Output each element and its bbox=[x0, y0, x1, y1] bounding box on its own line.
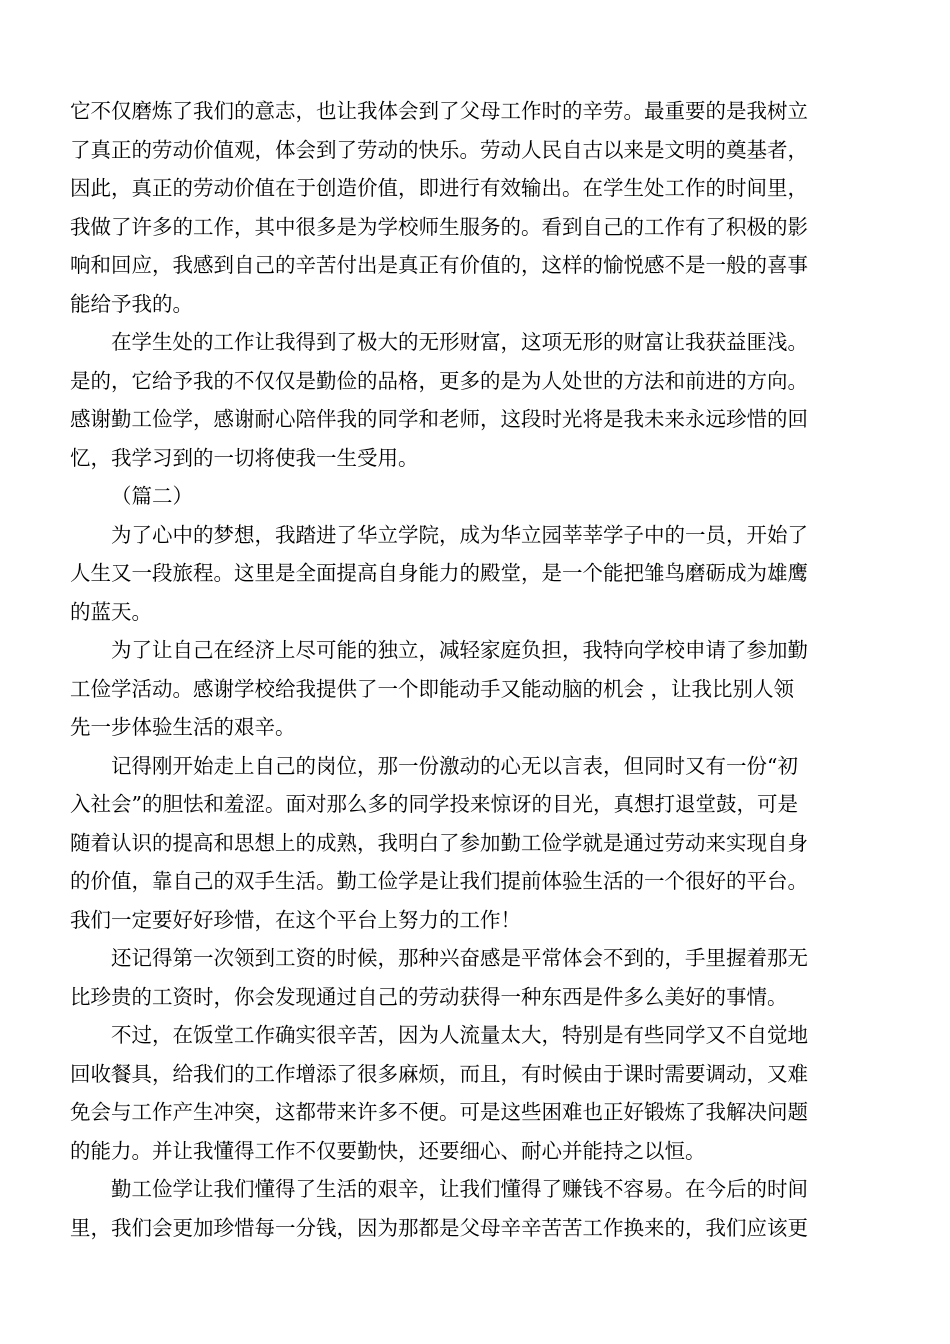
text-line: 人生又一段旅程。这里是全面提高自身能力的殿堂，是一个能把雏鸟磨砺成为雄鹰 bbox=[70, 561, 808, 585]
text-line: 忆，我学习到的一切将使我一生受用。 bbox=[70, 445, 419, 470]
text-line: 回收餐具，给我们的工作增添了很多麻烦，而且，有时候由于课时需要调动，又难 bbox=[70, 1061, 808, 1086]
text-line: 的蓝天。 bbox=[70, 599, 152, 624]
text-line: 是的，它给予我的不仅仅是勤俭的品格，更多的是为人处世的方法和前进的方向。 bbox=[70, 368, 808, 393]
document-body bbox=[70, 92, 882, 1247]
text-line: 的能力。并让我懂得工作不仅要勤快，还要细心、耐心并能持之以恒。 bbox=[70, 1138, 706, 1163]
text-line: 能给予我的。 bbox=[70, 291, 193, 316]
paragraph-first-line: 记得刚开始走上自己的岗位，那一份激动的心无以言表，但同时又有一份“初 bbox=[111, 753, 798, 778]
text-line: 响和回应，我感到自己的辛苦付出是真正有价值的，这样的愉悦感不是一般的喜事 bbox=[70, 253, 808, 277]
text-line: 里，我们会更加珍惜每一分钱，因为那都是父母辛辛苦苦工作换来的，我们应该更 bbox=[70, 1215, 808, 1240]
text-line: 工俭学活动。感谢学校给我提供了一个即能动手又能动脑的机会 ，让我比别人领 bbox=[70, 676, 795, 701]
text-line: 我们一定要好好珍惜，在这个平台上努力的工作！ bbox=[70, 907, 521, 932]
text-line: 它不仅磨炼了我们的意志，也让我体会到了父母工作时的辛劳。最重要的是我树立 bbox=[70, 99, 808, 123]
text-line: 我做了许多的工作，其中很多是为学校师生服务的。看到自己的工作有了积极的影 bbox=[70, 214, 808, 239]
text-line: 先一步体验生活的艰辛。 bbox=[70, 715, 296, 739]
paragraph-first-line: 为了心中的梦想，我踏进了华立学院，成为华立园莘莘学子中的一员，开始了 bbox=[111, 522, 808, 547]
section-heading: （篇二） bbox=[111, 484, 193, 508]
paragraph-first-line: 在学生处的工作让我得到了极大的无形财富，这项无形的财富让我获益匪浅。 bbox=[111, 330, 808, 354]
text-line: 免会与工作产生冲突，这都带来许多不便。可是这些困难也正好锻炼了我解决问题 bbox=[70, 1100, 808, 1124]
text-line: 随着认识的提高和思想上的成熟，我明白了参加勤工俭学就是通过劳动来实现自身 bbox=[70, 830, 808, 855]
text-line: 因此，真正的劳动价值在于创造价值，即进行有效输出。在学生处工作的时间里， bbox=[70, 176, 808, 200]
text-line: 比珍贵的工资时，你会发现通过自己的劳动获得一种东西是件多么美好的事情。 bbox=[70, 984, 788, 1009]
text-line: 的价值，靠自己的双手生活。勤工俭学是让我们提前体验生活的一个很好的平台。 bbox=[70, 869, 808, 893]
text-line: 了真正的劳动价值观，体会到了劳动的快乐。劳动人民自古以来是文明的奠基者， bbox=[70, 137, 808, 162]
paragraph-first-line: 勤工俭学让我们懂得了生活的艰辛，让我们懂得了赚钱不容易。在今后的时间 bbox=[111, 1177, 808, 1201]
paragraph-first-line: 还记得第一次领到工资的时候，那种兴奋感是平常体会不到的，手里握着那无 bbox=[111, 946, 808, 970]
paragraph-first-line: 为了让自己在经济上尽可能的独立，减轻家庭负担，我特向学校申请了参加勤 bbox=[111, 638, 808, 662]
paragraph-first-line: 不过，在饭堂工作确实很辛苦，因为人流量太大，特别是有些同学又不自觉地 bbox=[111, 1023, 808, 1047]
text-line: 入社会”的胆怯和羞涩。面对那么多的同学投来惊讶的目光，真想打退堂鼓，可是 bbox=[70, 792, 798, 816]
text-line: 感谢勤工俭学，感谢耐心陪伴我的同学和老师，这段时光将是我未来永远珍惜的回 bbox=[70, 407, 808, 431]
